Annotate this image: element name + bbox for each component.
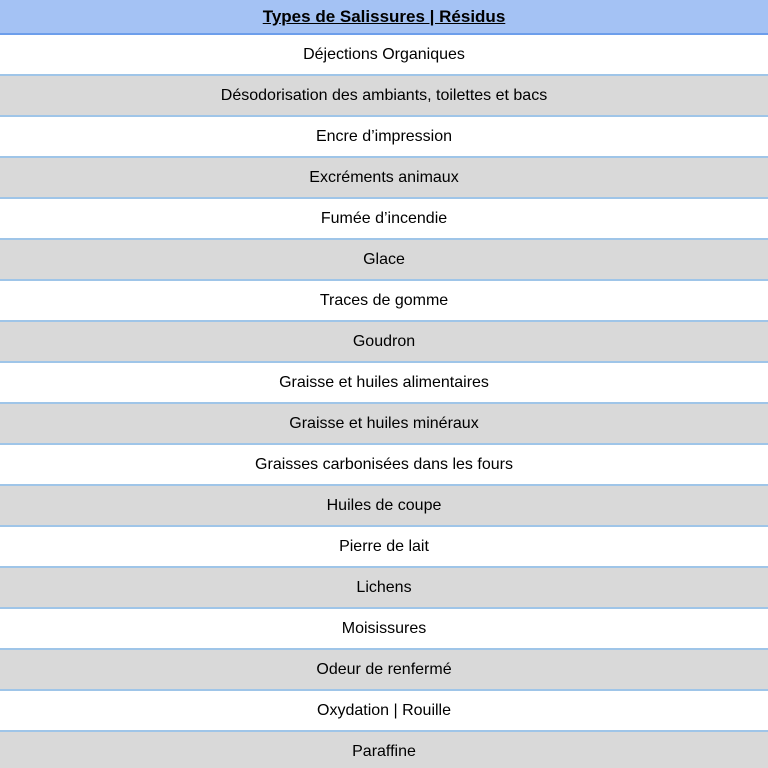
table-cell: Oxydation | Rouille bbox=[317, 701, 451, 719]
table-row bbox=[0, 404, 768, 445]
table-row bbox=[0, 240, 768, 281]
table-row bbox=[0, 732, 768, 768]
table-cell: Excréments animaux bbox=[309, 168, 459, 186]
table-cell: Désodorisation des ambiants, toilettes et bacs bbox=[220, 86, 548, 104]
table-cell: Lichens bbox=[356, 578, 412, 596]
table-row bbox=[0, 322, 768, 363]
table-row bbox=[0, 363, 768, 404]
table-row bbox=[0, 568, 768, 609]
table-cell: Huiles de coupe bbox=[326, 496, 442, 514]
table-cell: Graisse et huiles minéraux bbox=[289, 414, 479, 432]
table-row bbox=[0, 650, 768, 691]
table-header-title: Types de Salissures | Résidus bbox=[262, 7, 506, 26]
table-row bbox=[0, 691, 768, 732]
table-cell: Graisses carbonisées dans les fours bbox=[255, 455, 513, 473]
table-cell: Paraffine bbox=[352, 742, 416, 760]
table-cell: Fumée d’incendie bbox=[320, 209, 448, 227]
table-body bbox=[0, 35, 768, 768]
table-row bbox=[0, 486, 768, 527]
table-cell: Pierre de lait bbox=[339, 537, 429, 555]
table-cell: Odeur de renfermé bbox=[316, 660, 452, 678]
table-row bbox=[0, 281, 768, 322]
table-row bbox=[0, 199, 768, 240]
table-cell: Déjections Organiques bbox=[303, 45, 465, 63]
table-row bbox=[0, 158, 768, 199]
table-row bbox=[0, 527, 768, 568]
table-cell: Graisse et huiles alimentaires bbox=[279, 373, 489, 391]
table-row bbox=[0, 609, 768, 650]
table-cell: Goudron bbox=[352, 332, 416, 350]
table-row bbox=[0, 117, 768, 158]
table-cell: Glace bbox=[363, 250, 405, 268]
table-row bbox=[0, 35, 768, 76]
table-row bbox=[0, 445, 768, 486]
table-cell: Moisissures bbox=[341, 619, 427, 637]
table-cell: Encre d’impression bbox=[315, 127, 453, 145]
table-header bbox=[0, 0, 768, 35]
table-cell: Traces de gomme bbox=[319, 291, 449, 309]
table-row bbox=[0, 76, 768, 117]
